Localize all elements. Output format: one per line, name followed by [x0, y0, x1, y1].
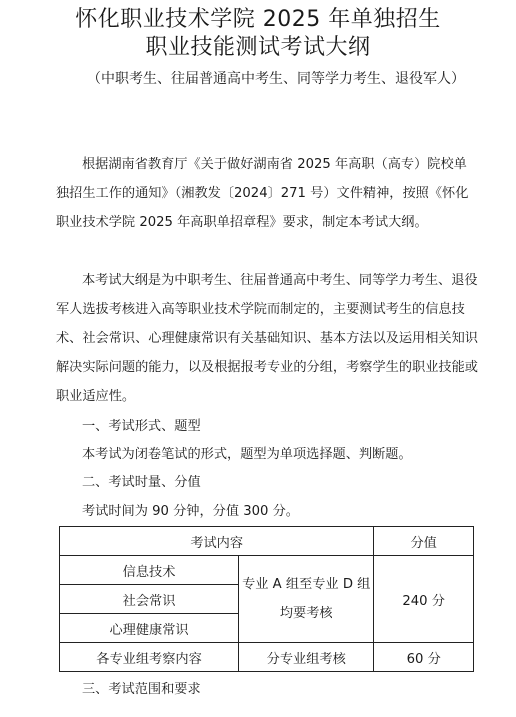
exam-score-table [59, 526, 474, 672]
table-cell-subject: 社会常识 [60, 585, 239, 614]
table-row [60, 643, 474, 672]
intro-paragraph-text: 根据湖南省教育厅《关于做好湖南省 2025 年高职（高专）院校单独招生工作的通知》（湘教发〔2024〕271 号）文件精神，按照《怀化职业技术学院 2025 年高职单招章程》要求，制定本考试大纲。 [56, 157, 469, 230]
table-cell-scope: 分专业组考核 [239, 643, 374, 672]
table-row [60, 556, 474, 585]
table-header-score: 分值 [374, 527, 474, 556]
table-cell-score-merged: 240 分 [374, 556, 474, 643]
section3-heading: 三、考试范围和要求 [82, 682, 201, 697]
table-header-row [60, 527, 474, 556]
table-header-content: 考试内容 [60, 527, 374, 556]
table-cell-subject: 各专业组考察内容 [60, 643, 239, 672]
purpose-paragraph [56, 266, 478, 411]
section1-heading: 一、考试形式、题型 [82, 419, 201, 434]
table-cell-score: 60 分 [374, 643, 474, 672]
purpose-paragraph-text: 本考试大纲是为中职考生、往届普通高中考生、同等学力考生、退役军人选拔考核进入高等职业技术学院而制定的，主要测试考生的信息技术、社会常识、心理健康常识有关基础知识、基本方法以及运用相关知识解决实际问题的能力，以及根据报考专业的分组，考察学生的职业技能或职业适应性。 [56, 273, 478, 404]
document-title-line2: 职业技能测试考试大纲 [145, 35, 371, 60]
section2-text: 考试时间为 90 分钟，分值 300 分。 [82, 504, 299, 519]
section1-text: 本考试为闭卷笔试的形式，题型为单项选择题、判断题。 [82, 447, 412, 462]
document-subtitle: （中职考生、往届普通高中考生、同等学力考生、退役军人） [87, 71, 465, 87]
document-title-line1: 怀化职业技术学院 2025 年单独招生 [75, 7, 441, 32]
intro-paragraph [56, 150, 478, 237]
section2-heading: 二、考试时量、分值 [82, 475, 201, 490]
table-cell-scope-merged: 专业 A 组至专业 D 组均要考核 [239, 556, 374, 643]
table-cell-subject: 心理健康常识 [60, 614, 239, 643]
table-cell-subject: 信息技术 [60, 556, 239, 585]
